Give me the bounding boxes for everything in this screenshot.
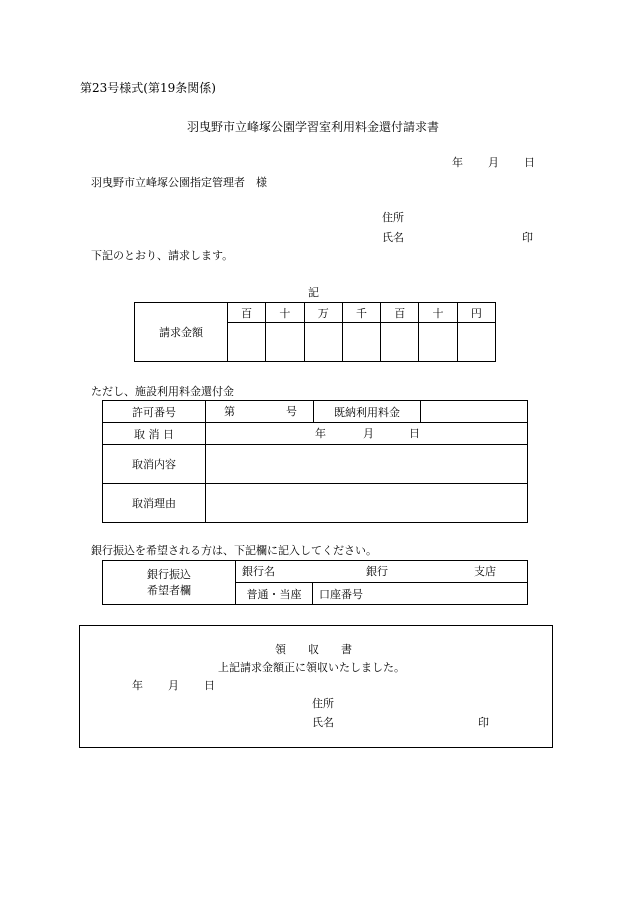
digit-cell[interactable]: [228, 323, 266, 362]
receipt-name-label: 氏名: [312, 716, 334, 729]
addressee: 羽曳野市立峰塚公園指定管理者 様: [91, 176, 267, 189]
cancel-day: 日: [409, 427, 420, 440]
cancel-date-field[interactable]: [206, 423, 528, 445]
receipt-seal: 印: [478, 716, 489, 729]
digit-header: 千: [342, 303, 380, 323]
cancel-year: 年: [315, 427, 326, 440]
account-type-field[interactable]: 普通・当座: [236, 583, 313, 605]
ki-heading: 記: [308, 286, 319, 299]
receipt-statement: 上記請求金額正に領収いたしました。: [218, 661, 405, 674]
amount-label: 請求金額: [135, 303, 228, 362]
bank-name-field[interactable]: [236, 561, 528, 583]
digit-cell[interactable]: [381, 323, 419, 362]
applicant-seal: 印: [522, 231, 533, 244]
receipt-year: 年: [132, 679, 143, 692]
receipt-month: 月: [168, 679, 179, 692]
receipt-box: [79, 625, 553, 748]
digit-cell[interactable]: [304, 323, 342, 362]
receipt-title: 領 収 書: [275, 643, 352, 656]
form-number: 第23号様式(第19条関係): [80, 81, 216, 95]
cancel-reason-label: 取消理由: [103, 484, 206, 523]
permit-go: 号: [286, 405, 297, 418]
receipt-day: 日: [204, 679, 215, 692]
bank-transfer-note: 銀行振込を希望される方は、下記欄に記入してください。: [91, 544, 377, 557]
digit-header: 百: [228, 303, 266, 323]
account-number-field[interactable]: [313, 583, 528, 605]
cancel-date-label: 取 消 日: [103, 423, 206, 445]
bank-table: [102, 560, 528, 605]
date-day: 日: [524, 156, 535, 169]
cancel-month: 月: [363, 427, 374, 440]
bank-suffix: 銀行: [366, 565, 388, 578]
account-number-label: 口座番号: [319, 587, 363, 601]
date-year: 年: [452, 156, 463, 169]
bank-label-line2: 希望者欄: [147, 583, 191, 597]
cancel-content-label: 取消内容: [103, 445, 206, 484]
applicant-name-label: 氏名: [382, 231, 404, 244]
digit-header: 円: [457, 303, 495, 323]
digit-header: 百: [381, 303, 419, 323]
details-table: [102, 400, 528, 523]
permit-number-field[interactable]: [206, 401, 314, 423]
receipt-address-label: 住所: [312, 697, 334, 710]
bank-name-label: 銀行名: [242, 565, 275, 578]
digit-header: 十: [266, 303, 304, 323]
cancel-reason-field[interactable]: [206, 484, 528, 523]
date-month: 月: [488, 156, 499, 169]
document-title: 羽曳野市立峰塚公園学習室利用料金還付請求書: [187, 120, 440, 134]
bank-label: [103, 561, 236, 605]
proviso-text: ただし、施設利用料金還付金: [91, 385, 234, 398]
permit-number-label: 許可番号: [103, 401, 206, 423]
digit-header: 十: [419, 303, 457, 323]
intro-text: 下記のとおり、請求します。: [91, 249, 234, 262]
permit-dai: 第: [224, 405, 235, 418]
applicant-address-label: 住所: [382, 211, 404, 224]
paid-fee-field[interactable]: [421, 401, 528, 423]
amount-table: [134, 302, 496, 362]
paid-fee-label: 既納利用料金: [314, 401, 421, 423]
branch-suffix: 支店: [474, 565, 496, 578]
digit-cell[interactable]: [342, 323, 380, 362]
digit-cell[interactable]: [457, 323, 495, 362]
digit-cell[interactable]: [419, 323, 457, 362]
digit-cell[interactable]: [266, 323, 304, 362]
bank-label-line1: 銀行振込: [147, 568, 191, 582]
cancel-content-field[interactable]: [206, 445, 528, 484]
digit-header: 万: [304, 303, 342, 323]
